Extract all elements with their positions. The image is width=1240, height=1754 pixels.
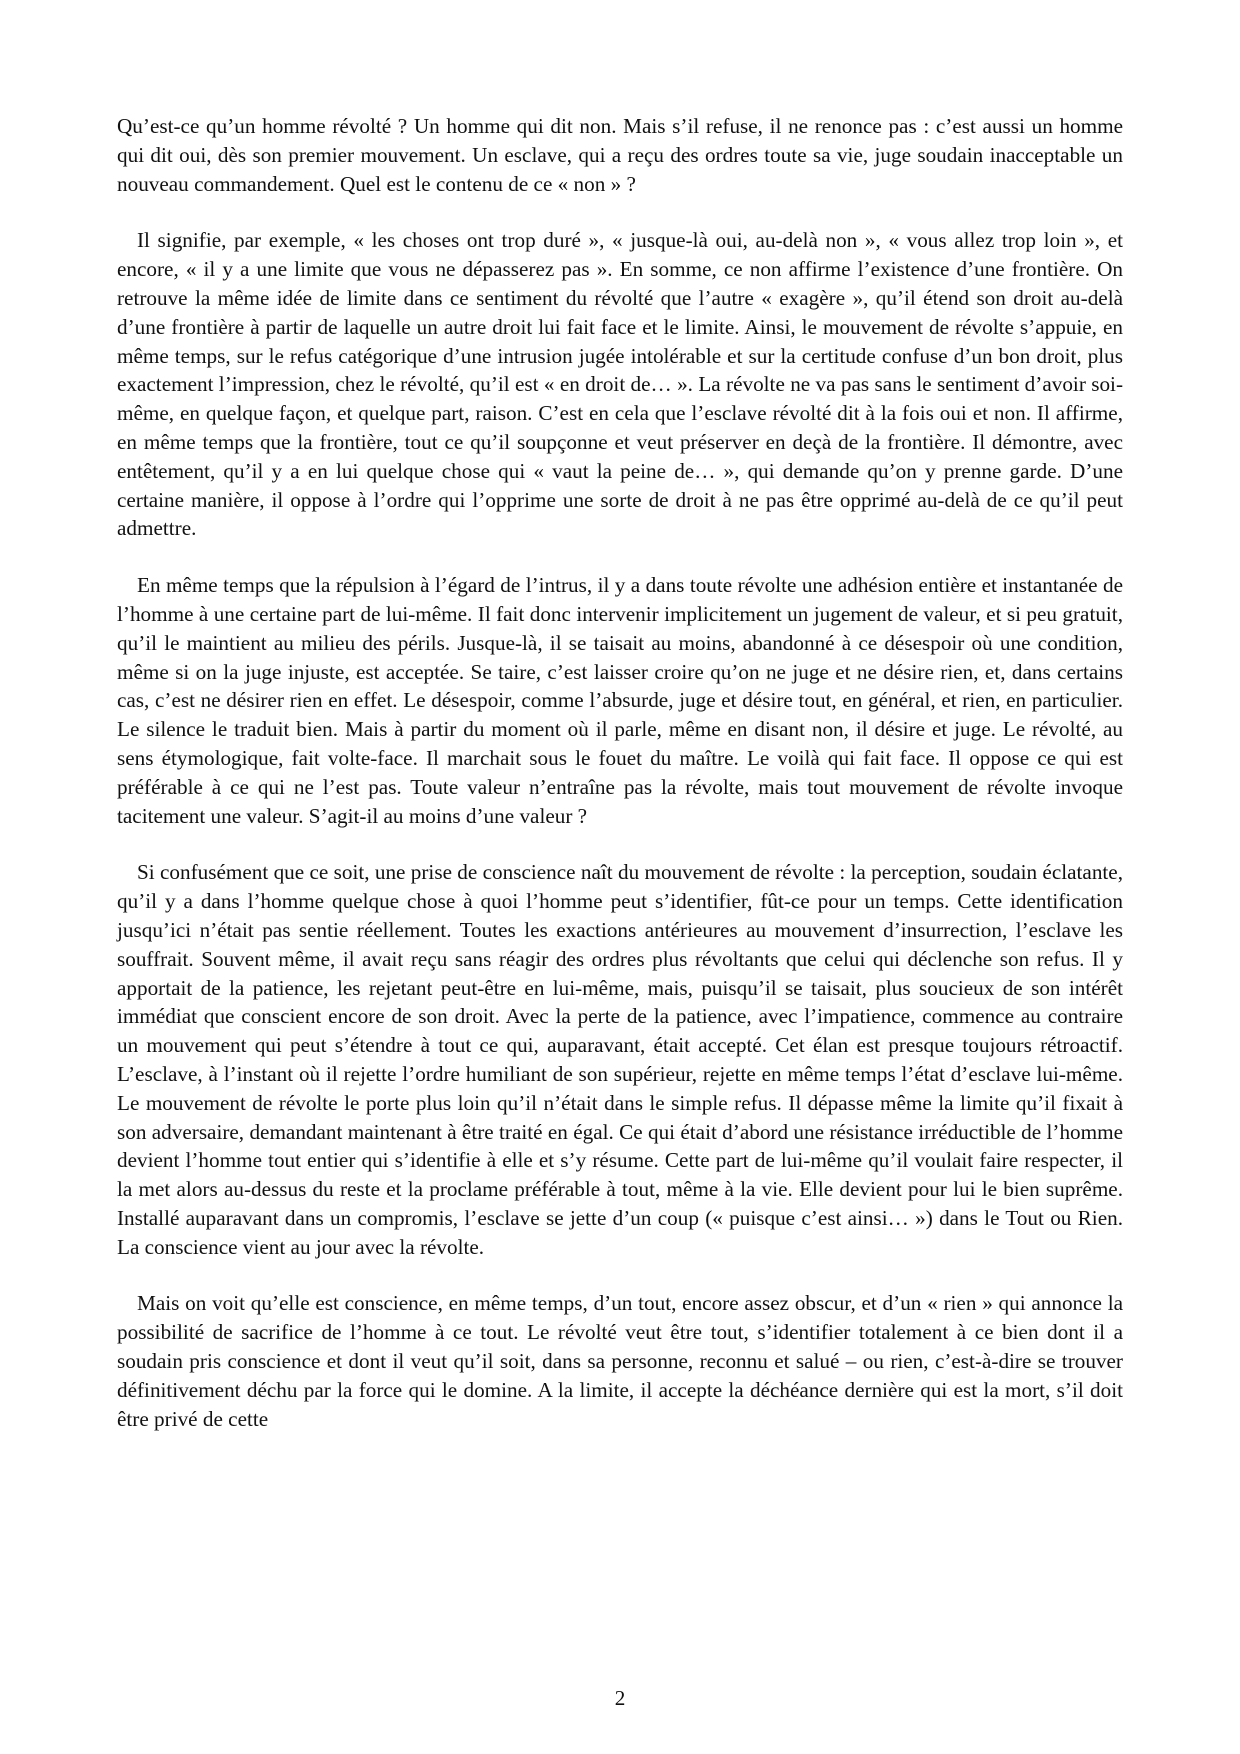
paragraph-2: Il signifie, par exemple, « les choses ont trop duré », « jusque-là oui, au-delà non », « vous allez trop loin », et encore, « il y a une limite que vous ne dépasserez pas ». En somme, ce non affirme l’existence d’une frontière. On retrouve la même idée de limite dans ce sentiment du révolté que l’autre « exagère », qu’il étend son droit au-delà d’une frontière à partir de laquelle un autre droit lui fait face et le limite. Ainsi, le mouvement de révolte s’appuie, en même temps, sur le refus catégorique d’une intrusion jugée intolérable et sur la certitude confuse d’un bon droit, plus exactement l’impression, chez le révolté, qu’il est « en droit de… ». La révolte ne va pas sans le sentiment d’avoir soi-même, en quelque façon, et quelque part, raison. C’est en cela que l’esclave révolté dit à la fois oui et non. Il affirme, en même temps que la frontière, tout ce qu’il soupçonne et veut préserver en deçà de la frontière. Il démontre, avec entêtement, qu’il y a en lui quelque chose qui « vaut la peine de… », qui demande qu’on y prenne garde. D’une certaine manière, il oppose à l’ordre qui l’opprime une sorte de droit à ne pas être opprimé au-delà de ce qu’il peut admettre. bbox=[117, 228, 1123, 541]
paragraph-5: Mais on voit qu’elle est conscience, en même temps, d’un tout, encore assez obscur, et d’un « rien » qui annonce la possibilité de sacrifice de l’homme à ce tout. Le révolté veut être tout, s’identifier totalement à ce bien dont il a soudain pris conscience et dont il veut qu’il soit, dans sa personne, reconnu et salué – ou rien, c’est-à-dire se trouver définitivement déchu par la force qui le domine. A la limite, il accepte la déchéance dernière qui est la mort, s’il doit être privé de cette bbox=[117, 1291, 1123, 1431]
document-page bbox=[117, 112, 1123, 1461]
paragraph-1: Qu’est-ce qu’un homme révolté ? Un homme qui dit non. Mais s’il refuse, il ne renonce pas : c’est aussi un homme qui dit oui, dès son premier mouvement. Un esclave, qui a reçu des ordres toute sa vie, juge soudain inacceptable un nouveau commandement. Quel est le contenu de ce « non » ? bbox=[117, 114, 1123, 196]
page-number: 2 bbox=[614, 1686, 626, 1710]
paragraph-4: Si confusément que ce soit, une prise de conscience naît du mouvement de révolte : la perception, soudain éclatante, qu’il y a dans l’homme quelque chose à quoi l’homme peut s’identifier, fût-ce pour un temps. Cette identification jusqu’ici n’était pas sentie réellement. Toutes les exactions antérieures au mouvement d’insurrection, l’esclave les souffrait. Souvent même, il avait reçu sans réagir des ordres plus révoltants que celui qui déclenche son refus. Il y apportait de la patience, les rejetant peut-être en lui-même, mais, puisqu’il se taisait, plus soucieux de son intérêt immédiat que conscient encore de son droit. Avec la perte de la patience, avec l’impatience, commence au contraire un mouvement qui peut s’étendre à tout ce qui, auparavant, était accepté. Cet élan est presque toujours rétroactif. L’esclave, à l’instant où il rejette l’ordre humiliant de son supérieur, rejette en même temps l’état d’esclave lui-même. Le mouvement de révolte le porte plus loin qu’il n’était dans le simple refus. Il dépasse même la limite qu’il fixait à son adversaire, demandant maintenant à être traité en égal. Ce qui était d’abord une résistance irréductible de l’homme devient l’homme tout entier qui s’identifie à elle et s’y résume. Cette part de lui-même qu’il voulait faire respecter, il la met alors au-dessus du reste et la proclame préférable à tout, même à la vie. Elle devient pour lui le bien suprême. Installé auparavant dans un compromis, l’esclave se jette d’un coup (« puisque c’est ainsi… ») dans le Tout ou Rien. La conscience vient au jour avec la révolte. bbox=[117, 860, 1123, 1259]
paragraph-3: En même temps que la répulsion à l’égard de l’intrus, il y a dans toute révolte une adhésion entière et instantanée de l’homme à une certaine part de lui-même. Il fait donc intervenir implicitement un jugement de valeur, et si peu gratuit, qu’il le maintient au milieu des périls. Jusque-là, il se taisait au moins, abandonné à ce désespoir où une condition, même si on la juge injuste, est acceptée. Se taire, c’est laisser croire qu’on ne juge et ne désire rien, et, dans certains cas, c’est ne désirer rien en effet. Le désespoir, comme l’absurde, juge et désire tout, en général, et rien, en particulier. Le silence le traduit bien. Mais à partir du moment où il parle, même en disant non, il désire et juge. Le révolté, au sens étymologique, fait volte-face. Il marchait sous le fouet du maître. Le voilà qui fait face. Il oppose ce qui est préférable à ce qui ne l’est pas. Toute valeur n’entraîne pas la révolte, mais tout mouvement de révolte invoque tacitement une valeur. S’agit-il au moins d’une valeur ? bbox=[117, 573, 1123, 828]
